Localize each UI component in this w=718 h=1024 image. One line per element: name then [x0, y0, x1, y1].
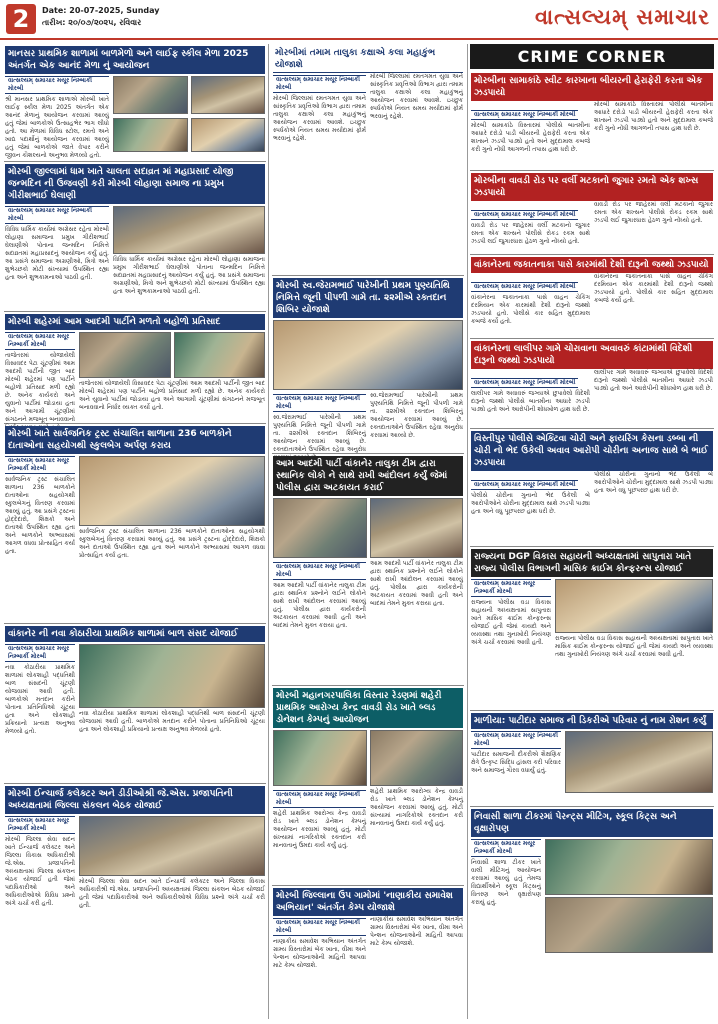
story-photo — [79, 816, 265, 876]
story-body: આમ આદમી પાર્ટી વાંકાનેર તાલુકા ટીમ દ્વારા સ્થાનિક પ્રશ્નોને લઈને લોકોને સાથે રાખી આંદોલન કરવામાં આવ્યું હતું. પોલીસ દ્વારા કાર્યકરોની અટકાયત કરવામાં આવી હતી અને બાદમાં તેમને મુક્ત કરાયા હતા. — [273, 582, 366, 629]
story-body-continued: શહેરી પ્રાથમિક આરોગ્ય કેન્દ્ર વાવડી રોડ ખાતે બ્લડ ડોનેશન કેમ્પનું આયોજન કરવામાં આવ્યું હતું. મોટી સંખ્યામાં નાગરિકોએ રક્તદાન કરી માનવતાનું ઉમદા કાર્ય કર્યું હતું. — [370, 788, 463, 827]
story-headline: મોરબી ઈન્ચાર્જ કલેક્ટર અને ડીડીઓશ્રી જે.એસ. પ્રજાપતિની અધ્યક્ષતામાં જિલ્લા સંકલન બેઠક યોજાઈ — [5, 786, 265, 814]
story-body: વાંકાનેરના જકાતનાકા પાસે વાહન ચેકિંગ દરમિયાન એક કારમાંથી દેશી દારૂનો જથ્થો ઝડપાયો હતો. પોલીસે કાર સહિત મુદ્દામાલ કબજે કર્યો હતો. — [471, 294, 590, 325]
story-dgp-crime-conference — [470, 547, 714, 711]
story-residential-school — [470, 807, 714, 967]
byline: વાત્સલ્યમ્ સમાચાર મયૂર નિમ્બાર્કી મોરબી — [471, 378, 578, 388]
story-gambling-vavdi — [470, 171, 714, 255]
story-headline: મોરબીના વાવડી રોડ પર વર્લી મટકાનો જુગાર રમતો એક શખ્સ ઝડપાયો — [471, 173, 713, 201]
story-body: તાજેતરમાં યોજાયેલી વિસાવદર પેટા ચૂંટણીમાં આમ આદમી પાર્ટીની જીત બાદ મોરબી શહેરમાં પણ પાર્ટીને બહોળો પ્રતિસાદ મળી રહ્યો છે. અનેક કાર્યકરો અને યુવાનો પાર્ટીમાં જોડાયા હતા અને આગામી ચૂંટણીમાં સંગઠનને મજબૂત બનાવવાનો — [5, 352, 75, 423]
column-divider — [467, 44, 468, 1019]
story-body-continued: વાવડી રોડ પર જાહેરમાં વર્લી મટકાનો જુગાર રમતા એક શખ્સને પોલીસે રોકડ રકમ સાથે ઝડપી લઈ જુગારધારા હેઠળ ગુનો નોંધ્યો હતો. — [594, 201, 713, 224]
story-headline: મોરબી સ્વ.જેરામભાઈ પારેખીની પ્રથમ પુણ્યતિથિ નિમિત્તે જૂની પીપળી ગામે તા. ૨૨મીએ રક્તદાન શિબિર યોજાશે — [273, 278, 463, 318]
story-body: મોરબી જિલ્લામાં રમતગમત યુવા અને સાંસ્કૃતિક પ્રવૃત્તિઓ વિભાગ દ્વારા તમામ તાલુકા કક્ષાએ કલા મહાકુંભનું આયોજન કરવામાં આવશે. ઇચ્છુક સ્પર્ધકોએ નિયત સમય મર્યાદામાં ફોર્મ ભરવાનું રહેશે. — [273, 95, 366, 142]
story-aap-morbi — [4, 312, 266, 424]
story-body-continued: આમ આદમી પાર્ટી વાંકાનેર તાલુકા ટીમ દ્વારા સ્થાનિક પ્રશ્નોને લઈને લોકોને સાથે રાખી આંદોલન કરવામાં આવ્યું હતું. પોલીસ દ્વારા કાર્યકરોની અટકાયત કરવામાં આવી હતી અને બાદમાં તેમને મુક્ત કરાયા હતા. — [370, 560, 463, 607]
story-headline: વાંકાનેર ની નવા કોઠારીયા પ્રાથમિક શાળામાં બાળ સંસદ યોજાઈ — [5, 626, 265, 642]
story-desi-liquor — [470, 255, 714, 339]
story-district-meeting — [4, 784, 266, 984]
byline: વાત્સલ્યમ્ સમાચાર મયૂર નિમ્બાર્કી મોરબી — [5, 332, 75, 350]
story-body-continued: વિવિધ ધાર્મિક કાર્યોમાં અગ્રેસર રહેતા મોરબી લોહાણા સમાજના પ્રમુખ ગીરીશભાઈ ઘેલાણીએ પોતાના જન્મદિન નિમિત્તે સદાવ્રતમાં મહાપ્રસાદનું આયોજન કર્યું હતું. આ પ્રસંગે સમાજના અગ્રણીઓ, મિત્રો અને શુભેચ્છકો મોટી સંખ્યામાં ઉપસ્થિત રહ્યા હતા અને શુભકામનાઓ પાઠવી હતી. — [113, 256, 265, 295]
story-photo — [113, 206, 265, 254]
story-photo — [79, 644, 265, 708]
story-photo — [191, 76, 266, 114]
story-headline: માનસર પ્રાથમિક શાળામાં બાળમેળો અને લાઈફ સ્કીલ મેળા 2025 અંતર્ગત એક આનંદ મેળા નું આયોજન — [5, 46, 265, 74]
story-kala-mahakumbh — [272, 44, 464, 276]
story-photo — [79, 332, 171, 378]
story-body-continued: મોરબી સામાકાંઠે વિસ્તારમાં પોલીસે બાતમીના આધારે દરોડો પાડી બીયરની હેરાફેરી કરતા એક શખ્સને ઝડપી પાડ્યો હતો અને મુદ્દામાલ કબજે કરી ગુનો નોંધી આગળની તપાસ હાથ ધરી છે. — [594, 101, 713, 132]
crime-corner-banner: CRIME CORNER — [470, 44, 714, 69]
page-header — [0, 0, 718, 40]
story-photo — [370, 730, 464, 786]
byline: વાત્સલ્યમ્ સમાચાર મયૂર નિમ્બાર્કી મોરબી — [471, 480, 578, 490]
story-headline: મોરબી મહાનગરપાલિકા વિસ્તાર રેડણમાં શહેરી પ્રાથમિક આરોગ્ય કેન્દ્ર વાવડી રોડ ખાતે બ્લડ ડોનેશન કેમ્પનું આયોજન — [273, 688, 463, 728]
story-body: મોરબી જિલ્લા સેવા સદન ખાતે ઈન્ચાર્જ કલેક્ટર અને જિલ્લા વિકાસ અધિકારીશ્રી જે.એસ. પ્રજાપતિની અધ્યક્ષતામાં જિલ્લા સંકલન બેઠક યોજાઈ હતી જેમાં પદાધિકારીઓ અને અધિકારીઓએ વિવિધ પ્રશ્નો અંગે ચર્ચા કરી હતી. — [5, 836, 75, 907]
byline: વાત્સલ્યમ્ સમાચાર મયૂર નિમ્બાર્કી મોરબી — [5, 456, 75, 474]
story-body-continued: વાંકાનેરના જકાતનાકા પાસે વાહન ચેકિંગ દરમિયાન એક કારમાંથી દેશી દારૂનો જથ્થો ઝડપાયો હતો. પોલીસે કાર સહિત મુદ્દામાલ કબજે કર્યો હતો. — [594, 273, 713, 304]
story-headline: મોરબી જિલ્લાના ઉપ ગામોમાં 'નાણાકીય સમાવેશ અભિયાન' અંતર્ગત કેમ્પ યોજાશે — [273, 888, 463, 916]
byline: વાત્સલ્યમ્ સમાચાર મયૂર નિમ્બાર્કી મોરબી — [5, 206, 109, 224]
story-body-continued: નવા કોઠારીયા પ્રાથમિક શાળામાં લોકશાહી પદ્ધતિથી બાળ સંસદની ચૂંટણી યોજવામાં આવી હતી. બાળકોએ મતદાન કરીને પોતાના પ્રતિનિધિઓ ચૂંટ્યા હતા અને લોકશાહી પ્રક્રિયાનો પ્રત્યક્ષ અનુભવ મેળવ્યો હતો. — [79, 710, 265, 733]
column-divider — [268, 44, 269, 1019]
story-headline: વિસ્તીપુર પોલીસે એક્ટિવા ચોરી અને ફાયરિંગ કેસના ડબ્બા ની ચોરી નો ભેદ ઉકેલી અવાવ આરોપી ચોરીના અનાજ સાથે બે ભાઈ ઝડપાયા — [471, 431, 713, 471]
story-body: નિવાસી શાળા ટીકર ખાતે વાલી મીટિંગનું આયોજન કરવામાં આવ્યું હતું તેમજ વિદ્યાર્થીઓને સ્કૂલ કિટ્સનું વિતરણ અને વૃક્ષારોપણ કરાયું હતું. — [471, 859, 541, 906]
story-body-continued: રાજ્યના પોલીસ વડા વિકાસ સહાયની અધ્યક્ષતામાં સાપુતારા ખાતે માસિક ક્રાઈમ કોન્ફરન્સ યોજાઈ હતી જેમાં કાયદો અને વ્યવસ્થા તથા ગુનાખોરી નિયંત્રણ અંગે ચર્ચા કરવામાં આવી હતી. — [555, 635, 713, 658]
story-body: મોરબી સામાકાંઠે વિસ્તારમાં પોલીસે બાતમીના આધારે દરોડો પાડી બીયરની હેરાફેરી કરતા એક શખ્સને ઝડપી પાડ્યો હતો અને મુદ્દામાલ કબજે કરી ગુનો નોંધી આગળની તપાસ હાથ ધરી છે. — [471, 122, 590, 153]
story-body: પોલીસે ચોરીના ગુનાનો ભેદ ઉકેલી બે આરોપીઓને ચોરીના મુદ્દામાલ સાથે ઝડપી પાડ્યા હતા અને વધુ પૂછપરછ હાથ ધરી છે. — [471, 492, 590, 515]
story-photo — [191, 118, 266, 152]
story-body: વાવડી રોડ પર જાહેરમાં વર્લી મટકાનો જુગાર રમતા એક શખ્સને પોલીસે રોકડ રકમ સાથે ઝડપી લઈ જુગારધારા હેઠળ ગુનો નોંધ્યો હતો. — [471, 222, 590, 245]
byline: વાત્સલ્યમ્ સમાચાર મયૂર નિમ્બાર્કી મોરબી — [471, 210, 578, 220]
story-headline: વાંકાનેરના જકાતનાકા પાસે કારમાંથી દેશી દારૂનો જથ્થો ઝડપાયો — [471, 257, 713, 273]
story-photo — [545, 839, 713, 895]
story-body: નવા કોઠારીયા પ્રાથમિક શાળામાં લોકશાહી પદ્ધતિથી બાળ સંસદની ચૂંટણી યોજવામાં આવી હતી. બાળકોએ મતદાન કરીને પોતાના પ્રતિનિધિઓ ચૂંટ્યા હતા અને લોકશાહી પ્રક્રિયાનો પ્રત્યક્ષ અનુભવ મેળવ્યો હતો. — [5, 664, 75, 735]
page-number: 2 — [6, 4, 36, 34]
byline: વાત્સલ્યમ્ સમાચાર મયૂર નિમ્બાર્કી મોરબી — [5, 644, 75, 662]
portrait-photo — [273, 320, 463, 390]
story-body: લાલીપર ગામે અવાવરું જગ્યાએ છુપાવેલો વિદેશી દારૂનો જથ્થો પોલીસે બાતમીના આધારે ઝડપી પાડ્યો હતો અને આરોપીની શોધખોળ હાથ ધરી છે. — [471, 390, 590, 413]
story-schoolbag-distribution — [4, 424, 266, 624]
story-body-continued: સાર્વજનિક ટ્રસ્ટ સંચાલિત શાળાના 236 બાળકોને દાતાઓના સહયોગથી સ્કુલબેગનું વિતરણ કરવામાં આવ્યું હતું. આ પ્રસંગે ટ્રસ્ટના હોદ્દેદારો, શિક્ષકો અને દાતાઓ ઉપસ્થિત રહ્યા હતા અને બાળકોને અભ્યાસમાં આગળ વધવા પ્રોત્સાહિત કર્યા હતા. — [79, 528, 265, 559]
story-photo — [113, 118, 188, 152]
byline: વાત્સલ્યમ્ સમાચાર મયૂર નિમ્બાર્કી મોરબી — [471, 839, 541, 857]
story-mansar-school — [4, 44, 266, 162]
story-blood-donation-pipli — [272, 276, 464, 454]
left-column — [4, 44, 266, 1019]
byline: વાત્સલ્યમ્ સમાચાર મયૂર નિમ્બાર્કી મોરબી — [471, 579, 551, 597]
story-body-continued: તાજેતરમાં યોજાયેલી વિસાવદર પેટા ચૂંટણીમાં આમ આદમી પાર્ટીની જીત બાદ મોરબી શહેરમાં પણ પાર્ટીને બહોળો પ્રતિસાદ મળી રહ્યો છે. અનેક કાર્યકરો અને યુવાનો પાર્ટીમાં જોડાયા હતા અને આગામી ચૂંટણીમાં સંગઠનને મજબૂત બનાવવાનો નિર્ધાર વ્યક્ત કર્યો હતો. — [79, 380, 265, 411]
story-photo — [79, 456, 265, 526]
story-body-continued: પોલીસે ચોરીના ગુનાનો ભેદ ઉકેલી બે આરોપીઓને ચોરીના મુદ્દામાલ સાથે ઝડપી પાડ્યા હતા અને વધુ પૂછપરછ હાથ ધરી છે. — [594, 471, 713, 494]
byline: વાત્સલ્યમ્ સમાચાર મયૂર નિમ્બાર્કી મોરબી — [273, 790, 366, 808]
story-body-continued: લાલીપર ગામે અવાવરું જગ્યાએ છુપાવેલો વિદેશી દારૂનો જથ્થો પોલીસે બાતમીના આધારે ઝડપી પાડ્યો હતો અને આરોપીની શોધખોળ હાથ ધરી છે. — [594, 369, 713, 392]
story-body-continued: મોરબી જિલ્લામાં રમતગમત યુવા અને સાંસ્કૃતિક પ્રવૃત્તિઓ વિભાગ દ્વારા તમામ તાલુકા કક્ષાએ કલા મહાકુંભનું આયોજન કરવામાં આવશે. ઇચ્છુક સ્પર્ધકોએ નિયત સમય મર્યાદામાં ફોર્મ ભરવાનું રહેશે. — [370, 73, 463, 120]
story-beer-smuggling — [470, 71, 714, 171]
newspaper-masthead: વાત્સલ્યમ્ સમાચાર — [534, 4, 710, 29]
byline: વાત્સલ્યમ્ સમાચાર મયૂર નિમ્બાર્કી મોરબી — [273, 75, 366, 93]
story-body-continued: સ્વ.જેરામભાઈ પારેખીની પ્રથમ પુણ્યતિથિ નિમિત્તે જૂની પીપળી ગામે તા. ૨૨મીએ રક્તદાન શિબિરનું આયોજન કરવામાં આવ્યું છે. રક્તદાતાઓને ઉપસ્થિત રહેવા અનુરોધ કરવામાં આવ્યો છે. — [370, 392, 463, 439]
story-patidar-daughter — [470, 711, 714, 807]
conference-photo — [555, 579, 713, 633]
story-headline: માળીયા: પાટીદાર સમાજ ની ડિકરીએ પરિવાર નું નામ રોશન કર્યું — [471, 713, 713, 729]
story-photo — [174, 332, 266, 378]
story-body: શહેરી પ્રાથમિક આરોગ્ય કેન્દ્ર વાવડી રોડ ખાતે બ્લડ ડોનેશન કેમ્પનું આયોજન કરવામાં આવ્યું હતું. મોટી સંખ્યામાં નાગરિકોએ રક્તદાન કરી માનવતાનું ઉમદા કાર્ય કર્યું હતું. — [273, 810, 366, 849]
story-body: વિવિધ ધાર્મિક કાર્યોમાં અગ્રેસર રહેતા મોરબી લોહાણા સમાજના પ્રમુખ ગીરીશભાઈ ઘેલાણીએ પોતાના જન્મદિન નિમિત્તે સદાવ્રતમાં મહાપ્રસાદનું આયોજન કર્યું હતું. આ પ્રસંગે સમાજના અગ્રણીઓ, મિત્રો અને શુભેચ્છકો મોટી સંખ્યામાં ઉપસ્થિત રહ્યા હતા અને શુભકામનાઓ પાઠવી હતી. — [5, 226, 109, 281]
story-headline: રાજ્યના DGP વિકાસ સહાયની અધ્યક્ષતામાં સાપુતારા ખાતે રાજ્ય પોલીસ વિભાગની માસિક ક્રાઈમ કોન્ફરન્સ યોજાઈ — [471, 549, 713, 577]
story-photo — [273, 730, 367, 786]
story-theft-solved — [470, 429, 714, 547]
byline: વાત્સલ્યમ્ સમાચાર મયૂર નિમ્બાર્કી મોરબી — [471, 731, 561, 749]
date-english: Date: 20-07-2025, Sunday — [42, 6, 160, 15]
story-headline: આમ આદમી પાર્ટી વાંકાનેર તાલુકા ટીમ દ્વારા સ્થાનિક લોકો ને સાથે રાખી આંદોલન કર્યું જેમાં પોલીસ દ્વારા અટકાયત કરાઈ — [273, 456, 463, 496]
byline: વાત્સલ્યમ્ સમાચાર મયૂર નિમ્બાર્કી મોરબી — [5, 816, 75, 834]
story-body: નાણાકીય સમાવેશ અભિયાન અંતર્ગત ગ્રામ્ય વિસ્તારોમાં બેંક ખાતા, વીમા અને પેન્શન યોજનાઓની માહિતી આપવા માટે કેમ્પ યોજાશે. — [273, 938, 366, 969]
story-body: શ્રી માનસર પ્રાથમિક શાળાએ મોરબી ખાતે લાઈફ સ્કીલ મેળા 2025 અંતર્ગત એક આનંદ મેળાનું આયોજન કરવામાં આવ્યું હતું જેમાં બાળકોએ ઉત્સાહભેર ભાગ લીધો હતો. આ મેળામાં વિવિધ સ્ટોલ, રમતો અને ખાદ્ય પદાર્થોનું આયોજન કરવામાં આવ્યું હતું જેમાં બાળકોએ જાતે વેપાર કરીને જીવન કૌશલ્યનો અનુભવ મેળવ્યો હતો. — [5, 96, 109, 159]
story-headline: નિવાસી શાળા ટીકરમાં પેરન્ટ્સ મીટિંગ, સ્કૂલ કિટ્સ અને વૃક્ષારોપણ — [471, 809, 713, 837]
byline: વાત્સલ્યમ્ સમાચાર મયૂર નિમ્બાર્કી મોરબી — [471, 110, 578, 120]
story-headline: મોરબી જીલ્લામાં ધામ ખાતે ચાલતા સદાવ્રત માં મહાપ્રસાદ યોજી જન્મદિન ની ઉજવણી કરી મોરબી લોહાણા સમાજ ના પ્રમુખ ગીરીશભાઈ ઘેલાણી — [5, 164, 265, 204]
date-gujarati: તારીખ: ૨૦/૦૭/૨૦૨૫, રવિવાર — [42, 18, 142, 27]
story-photo — [545, 897, 713, 953]
byline: વાત્સલ્યમ્ સમાચાર મયૂર નિમ્બાર્કી મોરબી — [273, 562, 366, 580]
byline: વાત્સલ્યમ્ સમાચાર મયૂર નિમ્બાર્કી મોરબી — [273, 394, 366, 412]
story-body: સાર્વજનિક ટ્રસ્ટ સંચાલિત શાળાના 236 બાળકોને દાતાઓના સહયોગથી સ્કુલબેગનું વિતરણ કરવામાં આવ્યું હતું. આ પ્રસંગે ટ્રસ્ટના હોદ્દેદારો, શિક્ષકો અને દાતાઓ ઉપસ્થિત રહ્યા હતા અને બાળકોને અભ્યાસમાં આગળ વધવા પ્રોત્સાહિત કર્યા હતા. — [5, 476, 75, 555]
story-foreign-liquor — [470, 339, 714, 429]
story-headline: મોરબીના સામાકાંઠે સ્વીટ કારખાના બીયરની હેરાફેરી કરતા એક ઝડપાયો — [471, 73, 713, 101]
story-photo — [370, 498, 464, 558]
story-bal-sansad — [4, 624, 266, 784]
story-body: સ્વ.જેરામભાઈ પારેખીની પ્રથમ પુણ્યતિથિ નિમિત્તે જૂની પીપળી ગામે તા. ૨૨મીએ રક્તદાન શિબિરનું આયોજન કરવામાં આવ્યું છે. રક્તદાતાઓને ઉપસ્થિત રહેવા અનુરોધ — [273, 414, 366, 453]
story-photo — [565, 731, 713, 793]
date-line — [42, 5, 160, 29]
story-lohana-birthday — [4, 162, 266, 312]
right-column-crime — [470, 44, 714, 1019]
story-body: રાજ્યના પોલીસ વડા વિકાસ સહાયની અધ્યક્ષતામાં સાપુતારા ખાતે માસિક ક્રાઈમ કોન્ફરન્સ યોજાઈ હતી જેમાં કાયદો અને વ્યવસ્થા તથા ગુનાખોરી નિયંત્રણ અંગે ચર્ચા કરવામાં આવી હતી. — [471, 599, 551, 646]
story-body: પાટીદાર સમાજની દીકરીએ શૈક્ષણિક ક્ષેત્રે ઉત્કૃષ્ટ સિદ્ધિ હાંસલ કરી પરિવાર અને સમાજનું ગૌરવ વધાર્યું હતું. — [471, 751, 561, 774]
story-financial-inclusion — [272, 886, 464, 1006]
byline: વાત્સલ્યમ્ સમાચાર મયૂર નિમ્બાર્કી મોરબી — [471, 282, 578, 292]
story-aap-protest — [272, 454, 464, 686]
story-headline: મોરબી શહેરમાં આમ આદમી પાર્ટીને મળતો બહોળો પ્રતિસાદ — [5, 314, 265, 330]
story-headline: મોરબીમાં તમામ તાલુકા કક્ષાએ કલા મહાકુંભ યોજાશે — [273, 46, 463, 73]
story-photo — [113, 76, 188, 114]
story-headline: વાંકાનેરના લાલીપર ગામે ચોરાવાના અવાવરું કાંટામાંથી વિદેશી દારૂનો જથ્થો ઝડપાયો — [471, 341, 713, 369]
story-body-continued: મોરબી જિલ્લા સેવા સદન ખાતે ઈન્ચાર્જ કલેક્ટર અને જિલ્લા વિકાસ અધિકારીશ્રી જે.એસ. પ્રજાપતિની અધ્યક્ષતામાં જિલ્લા સંકલન બેઠક યોજાઈ હતી જેમાં પદાધિકારીઓ અને અધિકારીઓએ વિવિધ પ્રશ્નો અંગે ચર્ચા કરી હતી. — [79, 878, 265, 909]
story-photo — [273, 498, 367, 558]
middle-column — [272, 44, 464, 1019]
story-headline: મોરબી ખાતે સાર્વજનિક ટ્રસ્ટ સંચાલિત શાળાના 236 બાળકોને દાતાઓના સહયોગથી સ્કુલબેગ અર્પણ કરાય — [5, 426, 265, 454]
story-body-continued: નાણાકીય સમાવેશ અભિયાન અંતર્ગત ગ્રામ્ય વિસ્તારોમાં બેંક ખાતા, વીમા અને પેન્શન યોજનાઓની માહિતી આપવા માટે કેમ્પ યોજાશે. — [370, 916, 463, 947]
byline: વાત્સલ્યમ્ સમાચાર મયૂર નિમ્બાર્કી મોરબી — [5, 76, 109, 94]
story-blood-camp-vavdi — [272, 686, 464, 886]
byline: વાત્સલ્યમ્ સમાચાર મયૂર નિમ્બાર્કી મોરબી — [273, 918, 366, 936]
